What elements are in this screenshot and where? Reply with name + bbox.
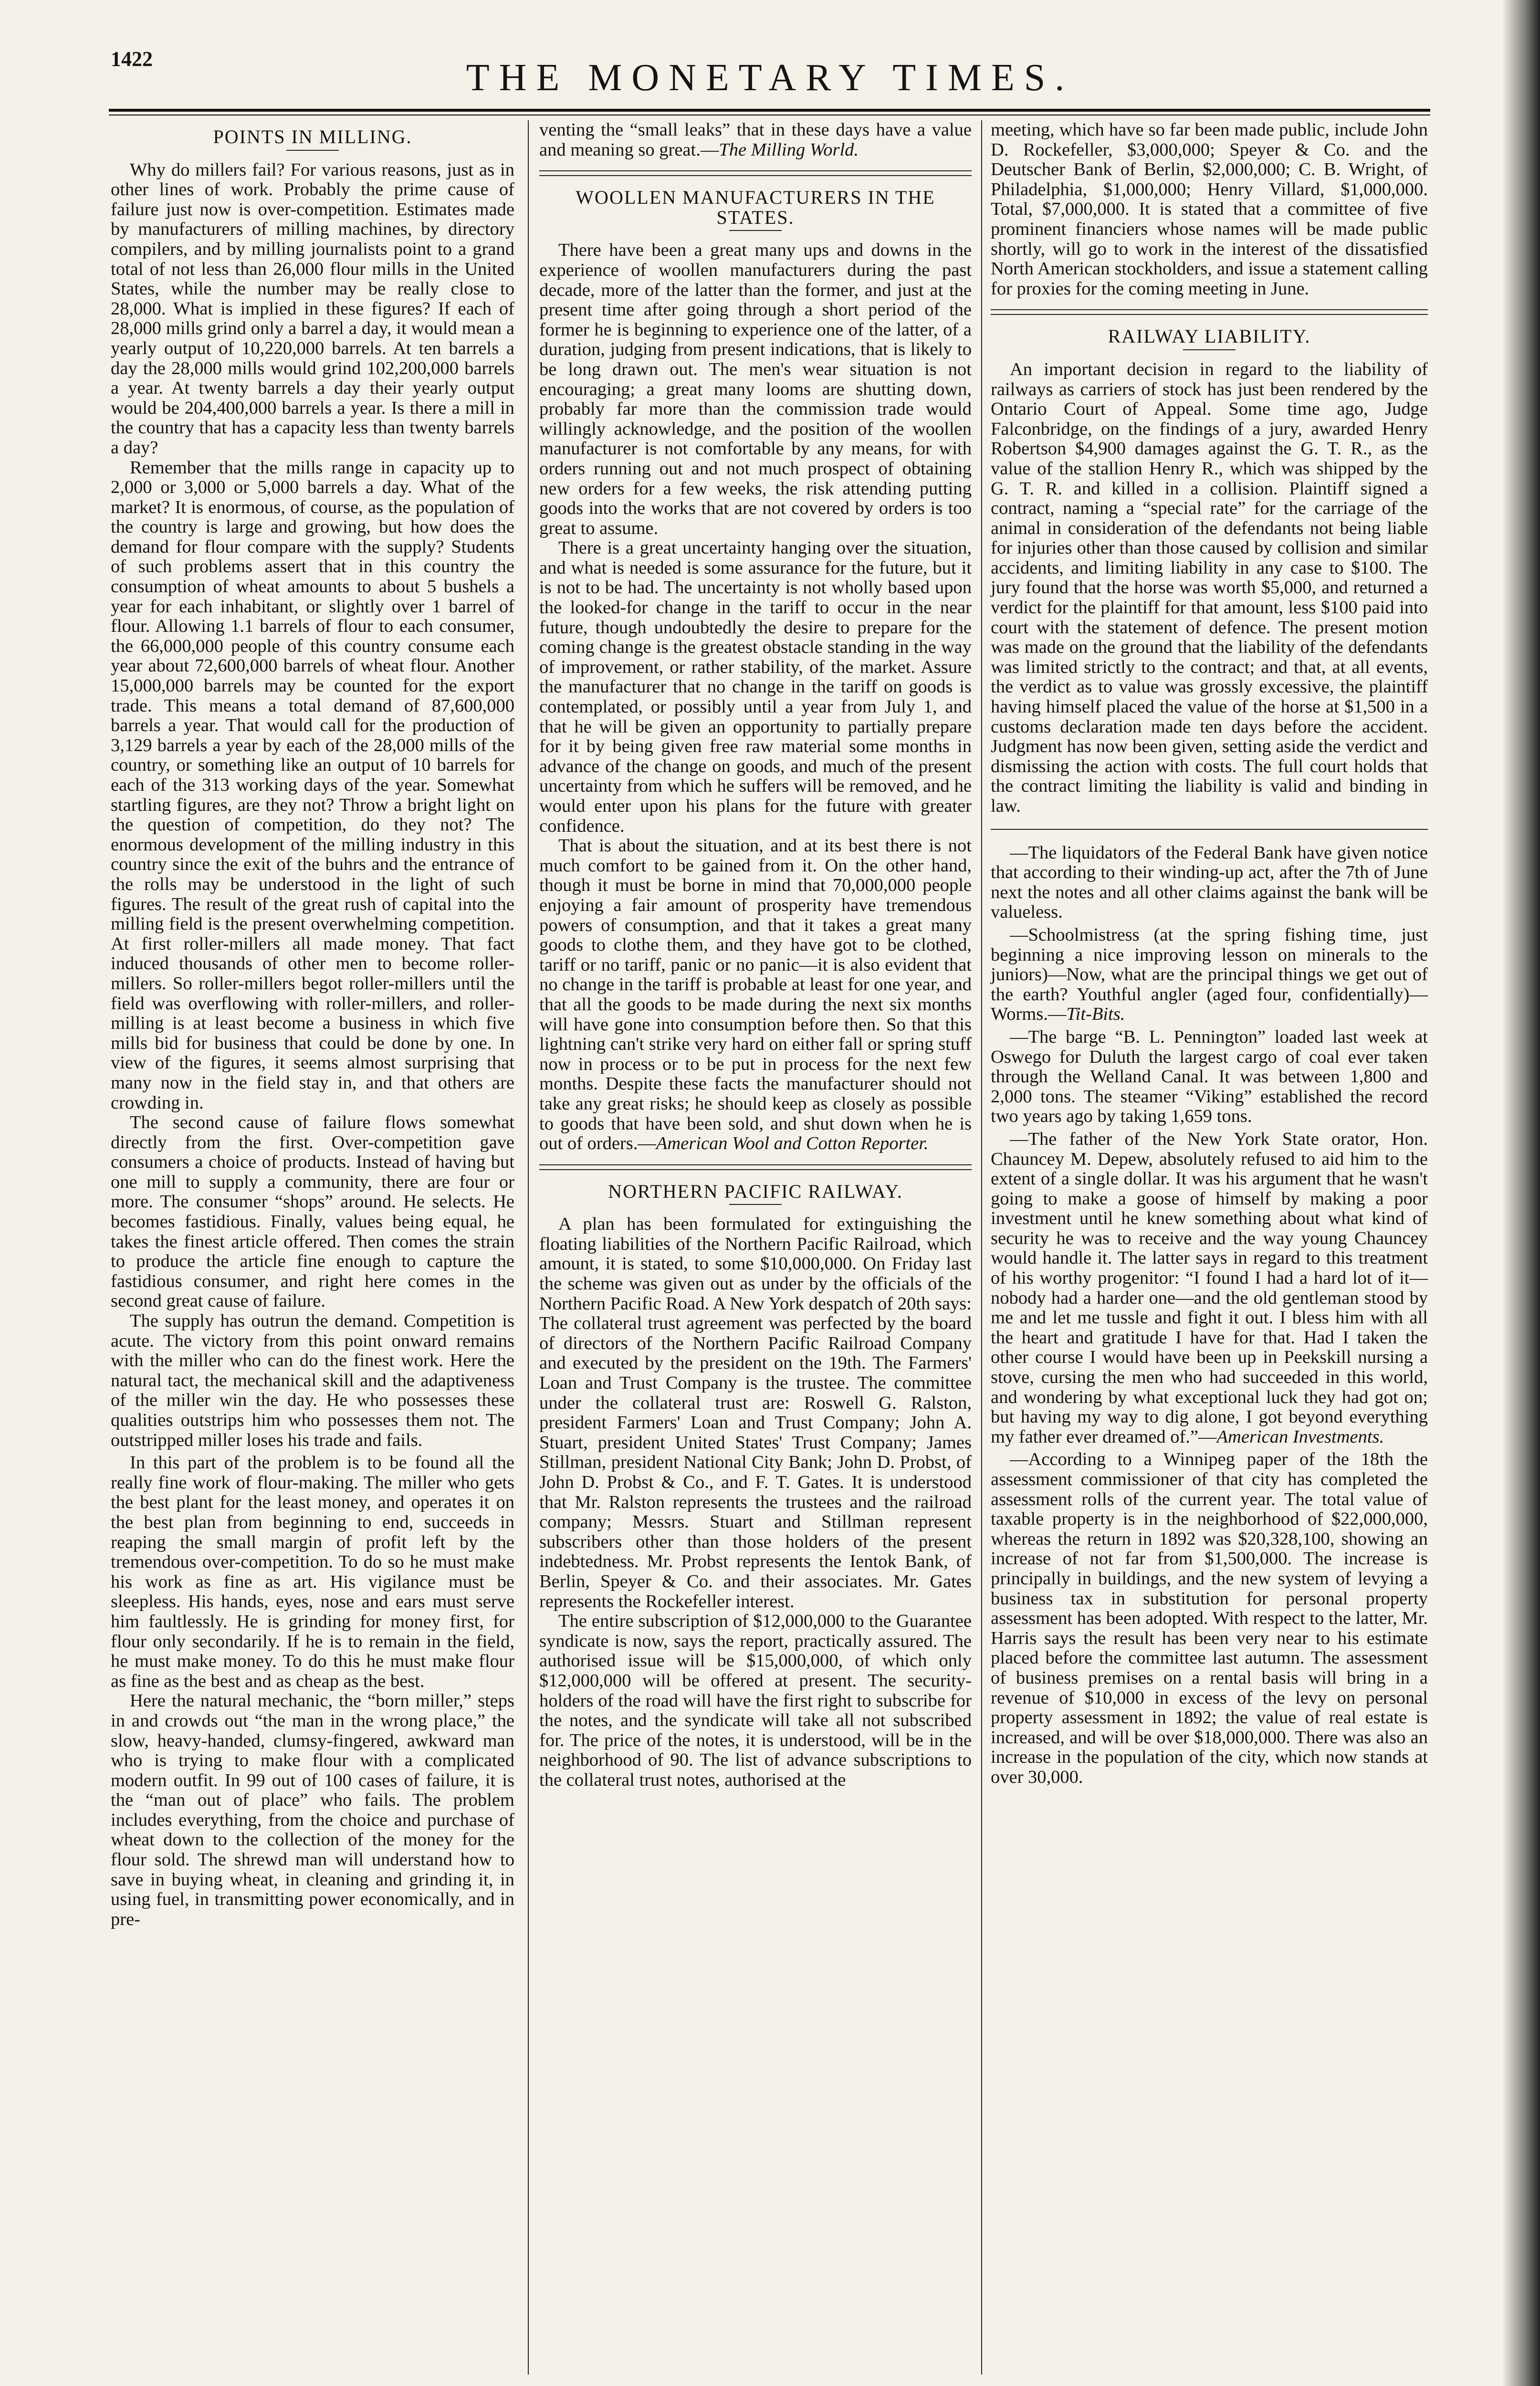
news-item	[991, 925, 1428, 1025]
article-paragraph: The supply has outrun the demand. Competition is acute. The victory from this point onward remains with the miller who can do the finest work. Here the natural tact, the mechanical skill and the adaptiveness of the miller win the day. He who possesses these qualities outstrips him who possesses them not. The outstripped miller loses his trade and fails.	[111, 1311, 514, 1450]
article-paragraph: An important decision in regard to the liability of railways as carriers of stock has just been rendered by the Ontario Court of Appeal. Some time ago, Judge Falconbridge, on the findings of a jury, awarded Henry Robertson $4,900 damages against the G. T. R., as the value of the stallion Henry R., which was shipped by the G. T. R. and killed in a collision. Plaintiff signed a contract, naming a “special rate” for the carriage of the animal in consideration of the defendants not being liable for injuries other than those caused by collision and similar accidents, and limiting liability in any case to $100. The jury found that the horse was worth $5,000, and returned a verdict for the plaintiff for that amount, less $100 paid into court with the statement of defence. The present motion was made on the ground that the liability of the defendants was limited strictly to the contract; and that, at all events, the verdict as to value was grossly excessive, the plaintiff having himself placed the value of the horse at $1,500 in a customs declaration made ten days before the accident. Judgment has now been given, setting aside the verdict and dismissing the action with costs. The full court holds that the contract limiting the liability is valid and binding in law.	[991, 359, 1428, 816]
article-paragraph: In this part of the problem is to be found all the really fine work of flour-making. The miller who gets the best plant for the least money, and operates it on the best plan from beginning to end, succeeds in reaping the small margin of profit left by the tremendous over-competition. To do so he must make his work as fine as art. His vigilance must be sleepless. His hands, eyes, nose and ears must serve him faultlessly. He is grinding for money first, for flour only secondarily. If he is to remain in the field, he must make money. To do this he must make flour as fine as the best and as cheap as the best.	[111, 1453, 514, 1691]
article-paragraph: Remember that the mills range in capacity up to 2,000 or 3,000 or 5,000 barrels a day. What of the market? It is enormous, of course, as the population of the country is large and growing, but how does the demand for flour compare with the supply? Students of such problems assert that in this country the consumption of wheat amounts to about 5 bushels a year for each inhabitant, or slightly over 1 barrel of flour. Allowing 1.1 barrels of flour to each consumer, the 66,000,000 people of this country consume each year about 72,600,000 barrels of wheat flour. Another 15,000,000 barrels may be counted for the export trade. This means a total demand of 87,600,000 barrels a year. That would call for the production of 3,129 barrels a year by each of the 28,000 mills of the country, or something like an output of 10 barrels for each of the 313 working days of the year. Somewhat startling figures, are they not? Throw a bright light on the question of competition, do they not? The enormous development of the milling industry in this country since the exit of the buhrs and the entrance of the rolls may be understood in the light of such figures. The result of the great rush of capital into the milling field is the present overwhelming competition. At first roller-millers all made money. That fact induced thousands of other men to become roller-millers. So roller-millers begot roller-millers until the field was overflowing with roller-millers, and roller-milling is at least become a business in which five mills bid for business that could be done by one. In view of the figures, it seems almost surprising that many now in the field stay in, and that others are crowding in.	[111, 457, 514, 1113]
page-edge-shadow	[1502, 0, 1540, 2386]
page-number: 1422	[111, 47, 153, 71]
heading-rule	[729, 1204, 782, 1205]
column-divider	[981, 120, 982, 2375]
article-paragraph-final	[539, 836, 972, 1154]
source-credit: American Wool and Cotton Reporter.	[656, 1133, 929, 1154]
column-3	[991, 120, 1428, 1788]
masthead-rule	[109, 109, 1430, 112]
continuation-text: venting the “small leaks” that in these days have a value and meaning so great.—	[539, 120, 972, 160]
news-item: —The liquidators of the Federal Bank have given notice that according to their winding-up act, after the 7th of June next the notes and all other claims against the bank will be valueless.	[991, 842, 1428, 922]
source-credit: American Investments.	[1216, 1426, 1384, 1447]
column-divider	[528, 120, 529, 2375]
column-1	[111, 120, 514, 1929]
masthead: THE MONETARY TIMES.	[466, 57, 1074, 99]
article-paragraph: The second cause of failure flows somewhat directly from the first. Over-competition gave consumers a choice of products. Instead of having but one mill to supply a community, there are four or more. The consumer “shops” around. He selects. He becomes fastidious. Finally, values being equal, he takes the finest article offered. Then comes the strain to produce the article fine enough to capture the fastidious consumer, and right here comes in the second great cause of failure.	[111, 1112, 514, 1311]
source-credit: The Milling World.	[719, 139, 859, 160]
article-paragraph: A plan has been formulated for extinguishing the floating liabilities of the Northern Pacific Railroad, which amount, it is stated, to some $10,000,000. On Friday last the scheme was given out as under by the officials of the Northern Pacific Road. A New York despatch of 20th says: The collateral trust agreement was perfected by the board of directors of the Northern Pacific Railroad Company and executed by the president on the 19th. The Farmers' Loan and Trust Company is the trustee. The committee under the collateral trust are: Roswell G. Ralston, president Farmers' Loan and Trust Company; John A. Stuart, president United States' Trust Company; James Stillman, president National City Bank; John D. Probst, of John D. Probst & Co., and F. T. Gates. It is understood that Mr. Ralston represents the trustees and the railroad company; Messrs. Stuart and Stillman represent subscribers other than those holders of the present indebtedness. Mr. Probst represents the Ientok Bank, of Berlin, Speyer & Co. and their associates. Mr. Gates represents the Rockefeller interest.	[539, 1214, 972, 1612]
paragraph-text: That is about the situation, and at its best there is not much comfort to be gained from it. On the other hand, though it must be borne in mind that 70,000,000 people enjoying a fair amount of prosperity have tremendous powers of consumption, and that it takes a great many goods to clothe them, and they have got to be clothed, tariff or no tariff, panic or no panic—it is also evident that no change in the tariff is probable at least for one year, and that all the goods to be made during the next six months will have gone into consumption before then. So that this lightning can't strike very hard on either fall or spring stuff now in process or to be put in process for the next few months. Despite these facts the manufacturer should not take any great risks; he should keep as closely as possible to goods that have been sold, and shut down when he is out of orders.—	[539, 836, 972, 1154]
heading-rule	[1183, 349, 1236, 350]
news-item: —According to a Winnipeg paper of the 18th the assessment commissioner of that city has completed the assessment rolls of the current year. The total value of taxable property is in the neighborhood of $22,000,000, whereas the return in 1892 was $20,328,100, showing an increase of not far from $1,500,000. The increase is principally in buildings, and the new system of levying a business tax in substitution for personal property assessment has been adopted. With respect to the latter, Mr. Harris says the result has been very near to his estimate placed before the committee last autumn. The assessment of business premises on a rental basis will bring in a revenue of $10,000 in excess of the levy on personal property assessment in 1892; the value of real estate is increased, and will be over $18,000,000. There was also an increase in the population of the city, which now stands at over 30,000.	[991, 1449, 1428, 1787]
article-paragraph: There is a great uncertainty hanging over the situation, and what is needed is some assurance for the future, but it is not to be had. The uncertainty is not wholly based upon the looked-for change in the tariff to occur in the near future, though undoubtedly the desire to prepare for the coming change is the greatest obstacle standing in the way of improvement, or rather stability, of the market. Assure the manufacturer that no change in the tariff on goods is contemplated, or possibly until a year from July 1, and that he will be given an opportunity to partially prepare for it by being given free raw material some months in advance of the change on goods, and much of the present uncertainty from which he suffers will be removed, and he would enter upon his plans for the future with greater confidence.	[539, 538, 972, 836]
news-item: —The barge “B. L. Pennington” loaded last week at Oswego for Duluth the largest cargo of coal ever taken through the Welland Canal. It was between 1,800 and 2,000 tons. The steamer “Viking” established the record two years ago by taking 1,659 tons.	[991, 1026, 1428, 1127]
heading-rule	[729, 230, 782, 231]
article-paragraph: The entire subscription of $12,000,000 to the Guarantee syndicate is now, says the report, practically assured. The authorised issue will be $15,000,000, of which only $12,000,000 will be offered at present. The security-holders of the road will have the first right to subscribe for the notes, and the syndicate will take all not subscribed for. The price of the notes, it is understood, will be in the neighborhood of 90. The list of advance subscriptions to the collateral trust notes, authorised at the	[539, 1611, 972, 1790]
item-text: —The father of the New York State orator, Hon. Chauncey M. Depew, absolutely refused to aid him to the extent of a single dollar. It was his argument that he wasn't going to make a goose of himself by making a poor investment until he knew something about what kind of security he was to receive and the way young Chauncey would handle it. The latter says in regard to this treatment of his worthy progenitor: “I found I had a hard lot of it—nobody had a harder one—and the old gentleman stood by me and let me tussle and fight it out. I bless him with all the heart and gratitude I have for that. Had I taken the other course I would have been up in Peekskill nursing a stove, cursing the men who had succeeded in this world, and wondering by what exceptional luck they had got on; but having my way to dig alone, I got beyond everything my father ever dreamed of.”—	[991, 1129, 1428, 1447]
section-rule	[539, 170, 972, 176]
article-heading: RAILWAY LIABILITY.	[1108, 325, 1311, 347]
article-heading: POINTS IN MILLING.	[213, 126, 412, 147]
section-rule	[539, 1164, 972, 1170]
article-heading: WOOLLEN MANUFACTURERS IN THE STATES.	[576, 187, 935, 228]
heading-rule	[286, 150, 339, 151]
section-rule	[991, 829, 1428, 830]
article-continuation	[539, 120, 972, 160]
article-paragraph: Why do millers fail? For various reasons, just as in other lines of work. Probably the prime cause of failure just now is over-competition. Estimates made by manufacturers of milling machines, by directory compilers, and by milling journalists point to a grand total of not less than 26,000 flour mills in the United States, while the number may be really close to 28,000. What is implied in these figures? If each of 28,000 mills grind only a barrel a day, it would mean a yearly output of 10,220,000 barrels. At ten barrels a day the 28,000 mills would grind 102,200,000 barrels a year. At twenty barrels a day their yearly output would be 204,400,000 barrels a year. Is there a mill in the country that has a capacity less than twenty barrels a day?	[111, 159, 514, 458]
item-text: —Schoolmistress (at the spring fishing time, just beginning a nice improving lesson on minerals to the juniors)—Now, what are the principal things we get out of the earth? Youthful angler (aged four, confidentially)—Worms.—	[991, 924, 1428, 1025]
article-continuation: meeting, which have so far been made public, include John D. Rockefeller, $3,000,000; Speyer & Co. and the Deutscher Bank of Berlin, $2,000,000; C. B. Wright, of Philadelphia, $1,000,000; Henry Villard, $1,000,000. Total, $7,000,000. It is stated that a committee of five prominent financiers whose names will be made public shortly, will go to work in the interest of the dissatisfied North American stockholders, and issue a statement calling for proxies for the coming meeting in June.	[991, 120, 1428, 299]
article-heading: NORTHERN PACIFIC RAILWAY.	[608, 1180, 903, 1202]
source-credit: Tit-Bits.	[1066, 1004, 1125, 1025]
column-2	[539, 120, 972, 1790]
section-rule	[991, 309, 1428, 315]
article-paragraph: There have been a great many ups and downs in the experience of woollen manufacturers during the past decade, more of the latter than the former, and just at the present time after going through a short period of the former he is beginning to experience one of the latter, of a duration, judging from present indications, that is likely to be long drawn out. The men's wear situation is not encouraging; a great many looms are shutting down, probably far more than the commission trade would willingly acknowledge, and the position of the woollen manufacturer is not comfortable by any means, for with orders running out and not much prospect of obtaining new orders for a few weeks, the risk attending putting goods into the works that are not covered by orders is too great to assume.	[539, 240, 972, 538]
article-paragraph: Here the natural mechanic, the “born miller,” steps in and crowds out “the man in the wrong place,” the slow, heavy-handed, clumsy-fingered, awkward man who is trying to make flour with a complicated modern outfit. In 99 out of 100 cases of failure, it is the “man out of place” who fails. The problem includes everything, from the choice and purchase of wheat down to the collection of the money for the flour sold. The shrewd man will understand how to save in buying wheat, in cleaning and grinding it, in using fuel, in transmitting power economically, and in pre-	[111, 1691, 514, 1929]
news-item	[991, 1130, 1428, 1447]
